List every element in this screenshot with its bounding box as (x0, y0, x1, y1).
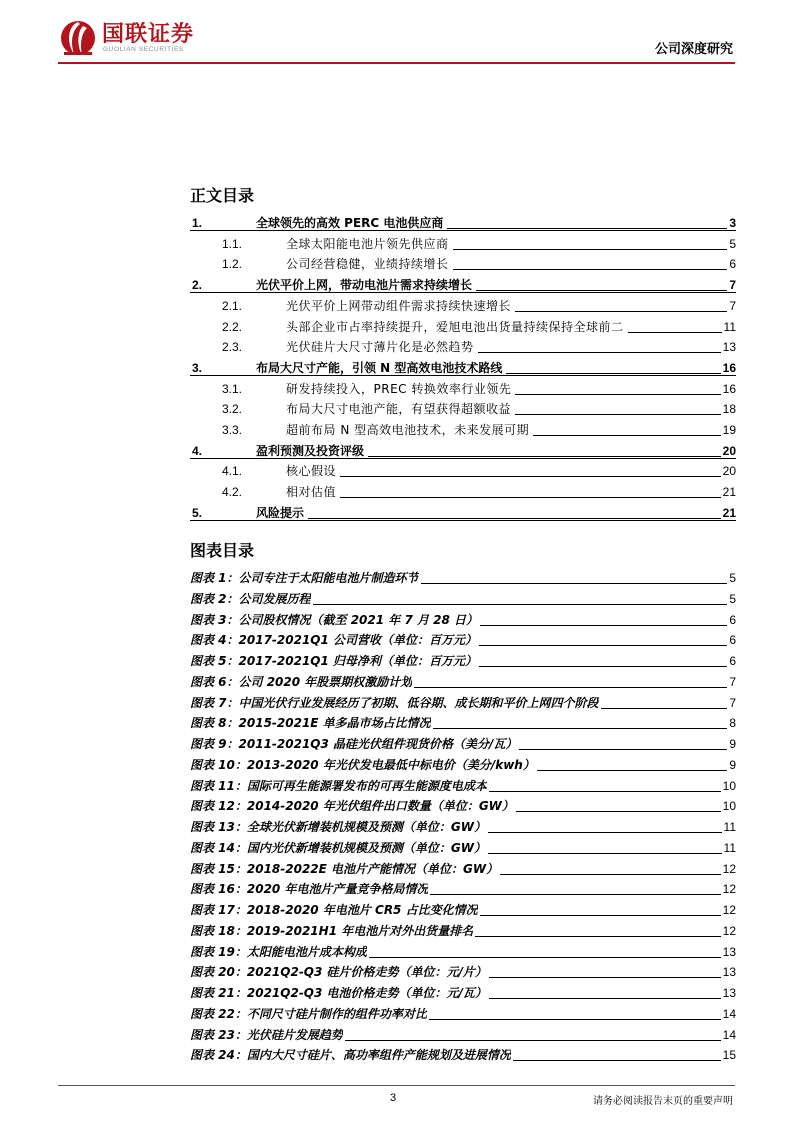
figure-entry-page: 5 (729, 591, 736, 606)
figure-entry-title: 图表 2：公司发展历程 (190, 591, 311, 606)
figure-leader-line (601, 708, 728, 709)
figure-leader-line (429, 1019, 721, 1020)
toc-entry-number: 1.2. (222, 257, 243, 272)
toc-entry-page: 13 (722, 340, 736, 355)
toc-leader-line (515, 414, 721, 415)
figure-entry-page: 10 (722, 778, 736, 793)
figure-entry-page: 7 (729, 695, 736, 710)
figure-entry[interactable] (190, 565, 736, 585)
figure-entry[interactable] (190, 586, 736, 606)
figure-entry-title: 图表 20：2021Q2-Q3 硅片价格走势（单位：元/片） (190, 965, 487, 980)
figure-entry-title: 图表 17：2018-2020 年电池片 CR5 占比变化情况 (190, 903, 478, 917)
figure-leader-line (516, 811, 721, 812)
figure-entry-page: 12 (722, 861, 736, 876)
logo-chinese-name: 国联证券 (102, 22, 195, 47)
figure-entry-page: 13 (722, 944, 736, 959)
toc-entry-title: 风险提示 (256, 505, 305, 520)
figure-leader-line (313, 604, 728, 605)
toc-leader-line (447, 228, 727, 229)
toc-entry-number: 1.1. (222, 236, 243, 251)
toc-leader-line (476, 290, 727, 291)
toc-entry-page: 19 (722, 423, 736, 437)
toc-entry-page: 5 (729, 236, 736, 251)
figure-entry-title: 图表 19：太阳能电池片成本构成 (190, 944, 367, 959)
figure-entry-page: 13 (722, 986, 736, 1000)
toc-entry-title: 布局大尺寸电池产能，有望获得超额收益 (286, 402, 512, 417)
toc-entry-title: 全球太阳能电池片领先供应商 (286, 236, 449, 251)
toc-entry-title: 盈利预测及投资评级 (256, 443, 365, 458)
toc-entry-title: 超前布局 N 型高效电池技术，未来发展可期 (286, 423, 530, 437)
toc-entry[interactable] (190, 500, 736, 521)
figure-entry-page: 6 (729, 612, 736, 627)
figure-entry-page: 10 (722, 799, 736, 814)
logo-english-name: GUOLIAN SECURITIES (103, 46, 184, 53)
page-header (0, 0, 793, 66)
figure-entry-page: 11 (723, 820, 736, 834)
toc-entry-title: 相对估值 (286, 485, 337, 500)
figure-leader-line (480, 915, 721, 916)
figure-entry-title: 图表 7：中国光伏行业发展经历了初期、低谷期、成长期和平价上网四个阶段 (190, 695, 599, 710)
toc-entry[interactable] (190, 251, 736, 271)
figure-entry-page: 12 (722, 923, 736, 938)
figure-leader-line (433, 728, 728, 729)
toc-entry[interactable] (190, 438, 736, 459)
toc-entry-number: 3. (192, 360, 203, 375)
figure-entry-title: 图表 13：全球光伏新增装机规模及预测（单位：GW） (190, 820, 486, 834)
figure-leader-line (519, 749, 727, 750)
toc-entry-page: 21 (722, 505, 736, 520)
toc-leader-line (478, 352, 721, 353)
toc-entry[interactable] (190, 417, 736, 437)
toc-leader-line (340, 497, 721, 498)
figure-entry[interactable] (190, 648, 736, 668)
figure-leader-line (489, 977, 721, 978)
figure-leader-line (479, 666, 727, 667)
figure-entry-page: 15 (722, 1048, 736, 1063)
figure-leader-line (345, 1040, 721, 1041)
figure-entry[interactable] (190, 1001, 736, 1021)
figure-entry-page: 6 (729, 633, 736, 648)
toc-entry-number: 3.1. (222, 381, 243, 396)
figure-entry[interactable] (190, 918, 736, 938)
figure-entry[interactable] (190, 980, 736, 1000)
toc-entry[interactable] (190, 334, 736, 354)
figure-leader-line (479, 645, 727, 646)
toc-leader-line (308, 518, 721, 519)
figure-entry-title: 图表 3：公司股权情况（截至 2021 年 7 月 28 日） (190, 612, 479, 627)
figure-entry-title: 图表 5：2017-2021Q1 归母净利（单位：百万元） (190, 654, 478, 668)
toc-leader-line (506, 373, 720, 374)
toc-entry-number: 3.2. (222, 402, 243, 417)
footer-disclaimer: 请务必阅读报告末页的重要声明 (593, 1096, 733, 1107)
toc-entry-title: 布局大尺寸产能，引领 N 型高效电池技术路线 (256, 360, 503, 375)
figure-entry-title: 图表 9：2011-2021Q3 晶硅光伏组件现货价格（美分/瓦） (190, 737, 518, 751)
toc-heading: 正文目录 (190, 186, 255, 205)
toc-entry[interactable] (190, 355, 736, 376)
figure-entry[interactable] (190, 939, 736, 959)
figure-entry[interactable] (190, 731, 736, 751)
toc-entry-number: 4. (192, 443, 203, 458)
toc-entry[interactable] (190, 479, 736, 499)
toc-entry-page: 11 (723, 319, 736, 334)
toc-leader-line (515, 394, 720, 395)
figure-leader-line (537, 770, 727, 771)
toc-entry[interactable] (190, 458, 736, 478)
toc-entry[interactable] (190, 272, 736, 293)
figure-entry-title: 图表 4：2017-2021Q1 公司营收（单位：百万元） (190, 633, 478, 648)
toc-entry-title: 光伏平价上网，带动电池片需求持续增长 (256, 278, 473, 293)
figure-entry[interactable] (190, 856, 736, 876)
toc-entry[interactable] (190, 396, 736, 416)
toc-entry-title: 核心假设 (286, 464, 337, 479)
figure-entry[interactable] (190, 959, 736, 979)
toc-entry[interactable] (190, 376, 736, 396)
figure-entry[interactable] (190, 690, 736, 710)
figure-entry[interactable] (190, 752, 736, 772)
figure-leader-line (369, 957, 721, 958)
toc-entry-number: 4.2. (222, 485, 243, 500)
figure-entry[interactable] (190, 627, 736, 647)
toc-entry-number: 5. (192, 505, 203, 520)
figure-entry-title: 图表 12：2014-2020 年光伏组件出口数量（单位：GW） (190, 799, 514, 814)
figure-entry-title: 图表 22：不同尺寸硅片制作的组件功率对比 (190, 1006, 427, 1021)
toc-entry-page: 7 (729, 298, 736, 313)
figure-entry-page: 9 (729, 737, 736, 751)
figure-entry[interactable] (190, 1042, 736, 1062)
toc-entry[interactable] (190, 210, 736, 231)
figure-entry-page: 8 (729, 716, 736, 731)
figure-entry[interactable] (190, 835, 736, 855)
toc-entry-page: 20 (722, 443, 736, 458)
figure-entry[interactable] (190, 793, 736, 813)
figure-leader-line (480, 625, 727, 626)
figure-entry-page: 12 (722, 903, 736, 917)
figure-entry-title: 图表 14：国内光伏新增装机规模及预测（单位：GW） (190, 840, 486, 855)
header-divider (58, 62, 735, 64)
figure-entry-title: 图表 6：公司 2020 年股票期权激励计划 (190, 674, 413, 689)
figure-leader-line (430, 894, 720, 895)
report-type-label: 公司深度研究 (654, 42, 733, 57)
figure-entry-title: 图表 1：公司专注于太阳能电池片制造环节 (190, 571, 419, 585)
toc-entry-number: 4.1. (222, 464, 243, 479)
figure-entry[interactable] (190, 710, 736, 730)
figure-entry-page: 11 (723, 840, 736, 855)
toc-entry-page: 6 (729, 257, 736, 272)
figure-entry-title: 图表 15：2018-2022E 电池片产能情况（单位：GW） (190, 861, 499, 876)
toc-entry-number: 2.1. (222, 298, 243, 313)
toc-entry-title: 光伏平价上网带动组件需求持续快速增长 (286, 298, 512, 313)
figure-entry-title: 图表 21：2021Q2-Q3 电池价格走势（单位：元/瓦） (190, 986, 487, 1000)
toc-entry-page: 7 (729, 278, 736, 293)
toc-entry[interactable] (190, 231, 736, 251)
figure-leader-line (488, 853, 722, 854)
toc-entry-page: 16 (722, 381, 736, 396)
figure-entry[interactable] (190, 773, 736, 793)
toc-entry-page: 16 (722, 360, 736, 375)
figure-entry-title: 图表 23：光伏硅片发展趋势 (190, 1027, 343, 1042)
toc-leader-line (515, 311, 727, 312)
figure-entry[interactable] (190, 607, 736, 627)
toc-leader-line (453, 269, 728, 270)
figure-entry-page: 13 (722, 965, 736, 980)
toc-entry[interactable] (190, 293, 736, 313)
figure-entry[interactable] (190, 814, 736, 834)
figure-entry-page: 5 (729, 571, 736, 585)
toc-leader-line (628, 332, 722, 333)
toc-entry-page: 21 (722, 485, 736, 500)
figure-entry-title: 图表 18：2019-2021H1 年电池片对外出货量排名 (190, 923, 474, 938)
toc-entry-page: 3 (729, 216, 736, 230)
figures-heading: 图表目录 (190, 541, 255, 560)
toc-entry-number: 2.2. (222, 319, 243, 334)
figure-entry[interactable] (190, 876, 736, 896)
toc-leader-line (368, 456, 721, 457)
figure-entry[interactable] (190, 897, 736, 917)
figure-leader-line (421, 583, 728, 584)
toc-entry-title: 头部企业市占率持续提升，爱旭电池出货量持续保持全球前二 (286, 319, 624, 334)
toc-entry-number: 2.3. (222, 340, 243, 355)
figure-leader-line (500, 874, 721, 875)
toc-entry-title: 光伏硅片大尺寸薄片化是必然趋势 (286, 340, 474, 355)
toc-entry-number: 1. (192, 216, 203, 230)
figure-leader-line (414, 687, 727, 688)
figure-leader-line (513, 1060, 721, 1061)
figure-entry-title: 图表 24：国内大尺寸硅片、高功率组件产能规划及进展情况 (190, 1048, 511, 1063)
toc-entry-title: 公司经营稳健，业绩持续增长 (286, 257, 449, 272)
figure-leader-line (488, 832, 722, 833)
figure-entry-title: 图表 8：2015-2021E 单多晶市场占比情况 (190, 716, 431, 731)
logo-mark-icon (58, 16, 98, 58)
company-logo (58, 16, 208, 60)
figure-entry[interactable] (190, 669, 736, 689)
figure-entry-page: 14 (722, 1006, 736, 1021)
figure-entry-page: 12 (722, 882, 736, 897)
figure-entry-page: 9 (729, 757, 736, 772)
toc-leader-line (340, 476, 721, 477)
figure-entry-page: 14 (722, 1027, 736, 1042)
figure-entry-title: 图表 16：2020 年电池片产量竞争格局情况 (190, 882, 429, 897)
toc-entry-number: 2. (192, 278, 203, 293)
page-number: 3 (390, 1092, 397, 1104)
figure-leader-line (475, 936, 720, 937)
figure-entry-title: 图表 10：2013-2020 年光伏发电最低中标电价（美分/kwh） (190, 757, 535, 772)
figure-leader-line (489, 998, 721, 999)
toc-leader-line (533, 435, 721, 436)
toc-entry-page: 20 (722, 464, 736, 479)
figure-leader-line (489, 791, 721, 792)
toc-entry[interactable] (190, 314, 736, 334)
figure-entry-page: 6 (729, 654, 736, 668)
toc-entry-title: 全球领先的高效 PERC 电池供应商 (256, 216, 444, 230)
figure-entry-page: 7 (729, 674, 736, 689)
footer-divider (58, 1085, 735, 1086)
toc-leader-line (453, 249, 728, 250)
toc-entry-page: 18 (722, 402, 736, 417)
toc-entry-title: 研发持续投入，PREC 转换效率行业领先 (286, 381, 512, 396)
toc-entry-number: 3.3. (222, 423, 243, 437)
figure-entry-title: 图表 11：国际可再生能源署发布的可再生能源度电成本 (190, 778, 487, 793)
figure-entry[interactable] (190, 1022, 736, 1042)
